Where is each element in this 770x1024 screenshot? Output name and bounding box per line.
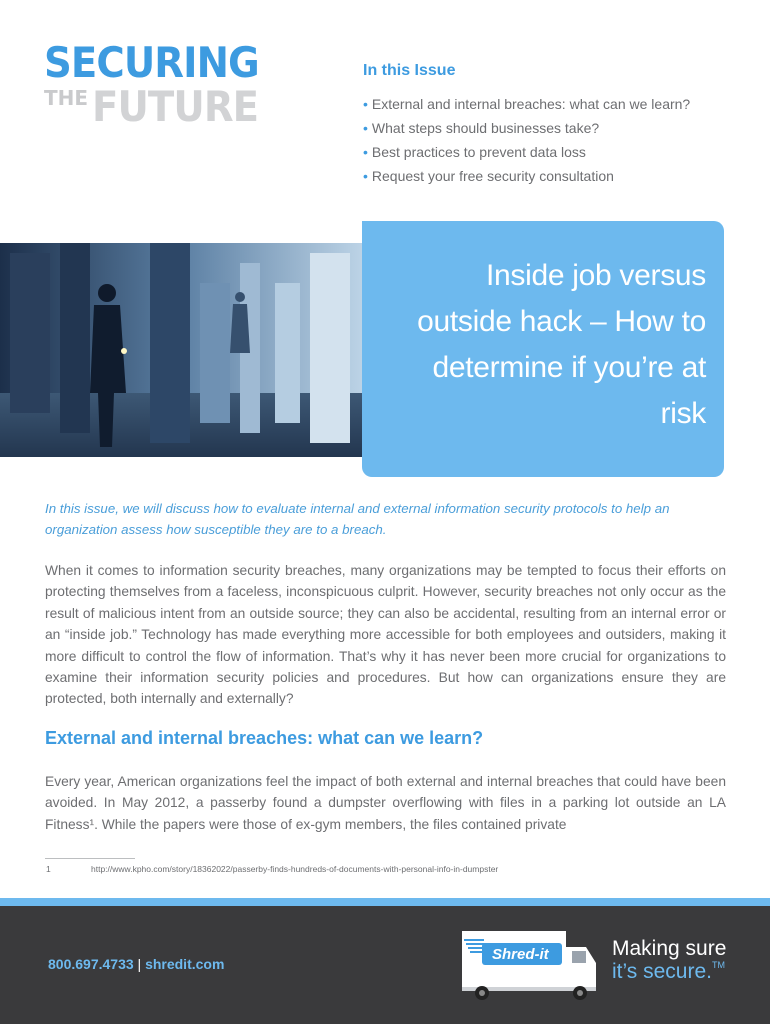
body-paragraph: When it comes to information security breaches, many organizations may be tempted to focus their efforts on protecting themselves from a faceless, inconspicuous culprit. However, security breaches not only occur as the result of malicious intent from an outside source; they can also be accidental, resulting from an internal error or an “inside job.” Technology has made everything more accessible for both employees and outsiders, making it more difficult to control the flow of information. That’s why it has never been more crucial for organizations to examine their information security policies and procedures. But how can organizations ensure they are protected, both internally and externally? [45,563,726,707]
shredit-truck-logo [462,925,604,1010]
hero-title: Inside job versus outside hack – How to determine if you’re at risk [417,259,706,430]
footer-accent-bar [0,898,770,906]
website-link[interactable]: shredit.com [145,956,225,972]
bullet-icon: • [363,168,368,184]
issue-item: • What steps should businesses take? [363,120,600,136]
issue-list [363,94,690,190]
hero-photo-server-room [0,243,362,457]
contact-info [48,956,224,972]
intro-paragraph: In this issue, we will discuss how to evaluate internal and external information security protocols to help an organization assess how susceptible they are to a breach. [45,501,670,537]
footnote-link[interactable]: http://www.kpho.com/story/18362022/passerby-finds-hundreds-of-documents-with-personal-info-in-dumpster [91,864,499,874]
masthead-the: THE [44,86,89,110]
masthead-securing: SECURING [44,38,259,87]
masthead-future: FUTURE [92,82,259,131]
bullet-icon: • [363,120,368,136]
footnote-divider [45,858,135,859]
truck-brand: Shred-it [492,946,549,963]
footer [0,898,770,1024]
body-paragraph: Every year, American organizations feel the impact of both external and internal breaches that could have been avoided. In May 2012, a passerby found a dumpster overflowing with files in a parking lot outside an LA Fitness¹. While the papers were those of ex-gym members, the files contained private [45,774,726,832]
trademark-mark: TM [712,960,725,970]
issue-heading: In this Issue [363,62,456,79]
tagline-line1: Making sure [612,937,727,960]
section-heading: External and internal breaches: what can we learn? [45,728,484,748]
bullet-icon: • [363,96,368,112]
issue-item: • Request your free security consultation [363,168,614,184]
issue-item: • Best practices to prevent data loss [363,144,586,160]
issue-item: • External and internal breaches: what can we learn? [363,96,691,112]
bullet-icon: • [363,144,368,160]
tagline-line2: it’s secure.™ [612,960,725,983]
hero-callout [362,221,724,477]
footnote-number: 1 [46,864,51,874]
phone-number[interactable]: 800.697.4733 [48,956,134,972]
contact-separator: | [137,956,142,972]
